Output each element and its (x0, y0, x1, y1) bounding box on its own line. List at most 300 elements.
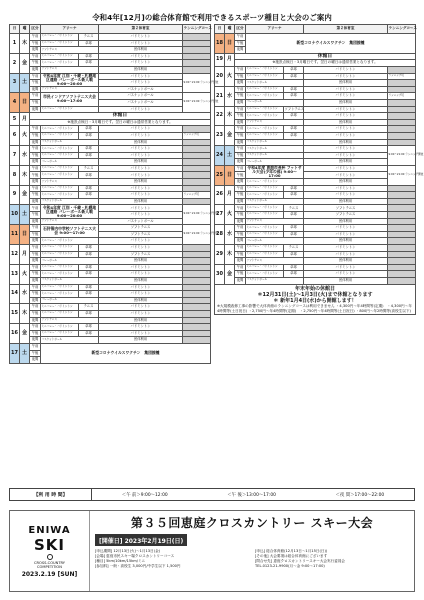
closed-day-cell: 休館日 (235, 53, 416, 60)
gym2-cell: ソフトテニス (304, 205, 388, 212)
arena-cell: バスケットボール (246, 277, 304, 284)
training-cell (183, 245, 211, 252)
gym2-cell: バスケットボール (99, 218, 183, 225)
table-row (10, 86, 211, 93)
arena-cell: バレーボール (246, 159, 304, 166)
slot-label: 午前 (30, 34, 41, 41)
slot-label: 午後 (30, 271, 41, 278)
day-of-week: 火 (20, 264, 30, 284)
arena-cell: ソフトテニス (41, 317, 99, 324)
header-dow: 曜 (225, 25, 235, 34)
arena-cell: バレーボール (246, 238, 304, 245)
table-row (215, 132, 416, 139)
day-of-week: 土 (225, 146, 235, 166)
gym2-cell: 団体利用 (304, 258, 388, 265)
day-number: 27 (215, 205, 225, 225)
table-row (10, 231, 211, 238)
training-cell: 9:00〜21:00 ランニング開放 (183, 225, 211, 245)
arena-cell: バスケットボール (246, 152, 304, 159)
event-cell: 新型コロナウイルスワクチン 集団接種 (246, 34, 416, 54)
table-row (10, 238, 211, 245)
table-row (215, 93, 416, 100)
training-cell (183, 330, 211, 337)
training-cell (388, 258, 416, 265)
logo-text: COMPETITION (37, 564, 62, 569)
slot-label: 午後 (30, 132, 41, 139)
table-row (10, 139, 211, 146)
gym2-cell: バドミントン (304, 231, 388, 238)
slot-label: 午後 (30, 310, 41, 317)
table-row (215, 165, 416, 172)
table-row (10, 119, 211, 126)
arena-cell: テニス (79, 165, 99, 172)
table-row (10, 198, 211, 205)
table-row (10, 93, 211, 100)
day-of-week: 火 (20, 126, 30, 146)
training-cell (388, 198, 416, 205)
gym2-cell: バドミントン (304, 146, 388, 153)
note-line: ・2,750円〜年4時間等(定期) ・2,750円〜年4時間等(土日祝日) (248, 308, 355, 313)
training-cell (388, 126, 416, 133)
training-cell (183, 324, 211, 331)
day-of-week: 土 (20, 205, 30, 225)
gym2-cell: バドミントン (304, 185, 388, 192)
gym2-cell: バドミントン (304, 86, 388, 93)
table-row (215, 231, 416, 238)
arena-cell: バレーボール (246, 99, 304, 106)
header-gym2: 第２体育室 (99, 25, 183, 34)
slot-label: 夜間 (235, 218, 246, 225)
slot-label: 午前 (30, 185, 41, 192)
event-cell: 市民インドアソフトテニス大会 9:00〜17:00 (41, 93, 99, 106)
arena-cell: 卓球 (284, 86, 304, 93)
arena-cell: 卓球 (79, 251, 99, 258)
gym2-cell: バドミントン (99, 271, 183, 278)
day-of-week: 日 (20, 225, 30, 245)
training-cell (388, 212, 416, 219)
arena-cell: ミニバレー・バドミントン (41, 330, 79, 337)
header-dow: 曜 (20, 25, 30, 34)
gym2-cell: 団体利用 (304, 238, 388, 245)
slot-label: 午後 (30, 212, 41, 219)
closed-note: ※施設点検日・3月曜日です。翌日の曜日は通常営業となります。 (30, 119, 211, 126)
slot-label: 夜間 (30, 258, 41, 265)
table-row (10, 172, 211, 179)
slot-label: 午前 (235, 146, 246, 153)
table-row (215, 152, 416, 159)
detail-line: TEL.0123-21-9900(月〜金 9:00〜17:00) (255, 564, 325, 569)
training-cell (388, 218, 416, 225)
slot-label: 午後 (235, 212, 246, 219)
arena-cell: 卓球 (79, 146, 99, 153)
training-cell (183, 251, 211, 258)
slot-label: 午後 (235, 40, 246, 47)
slot-label: 夜間 (30, 317, 41, 324)
header-gym2: 第２体育室 (304, 25, 388, 34)
arena-cell: ミニバレー・バドミントン (41, 165, 79, 172)
arena-cell: 卓球 (79, 324, 99, 331)
slot-label: 午後 (235, 172, 246, 179)
banner-date: [開催日] 2023年2月19日(日) (95, 534, 187, 546)
arena-cell: 卓球 (79, 152, 99, 159)
slot-label: 午後 (30, 152, 41, 159)
arena-cell: 卓球 (79, 271, 99, 278)
arena-cell: テニス (284, 245, 304, 252)
day-of-week: 月 (225, 185, 235, 205)
day-of-week: 木 (225, 245, 235, 265)
arena-cell: バスケットボール (246, 139, 304, 146)
day-number: 17 (10, 343, 20, 363)
table-row (215, 277, 416, 284)
training-cell (388, 251, 416, 258)
arena-cell: ソフトテニス (41, 47, 99, 54)
day-number: 19 (215, 53, 225, 66)
slot-label: 午前 (235, 205, 246, 212)
table-row (10, 330, 211, 337)
arena-cell: テニス (79, 304, 99, 311)
training-cell (183, 310, 211, 317)
arena-cell: ミニバレー・バドミントン (41, 34, 79, 41)
training-cell (388, 119, 416, 126)
table-row (215, 245, 416, 252)
gym2-cell: バドミントン (304, 73, 388, 80)
arena-cell: ミニバレー・バドミントン (246, 264, 284, 271)
header-training: ランニングコース (183, 25, 211, 34)
gym2-cell: 団体利用 (99, 258, 183, 265)
gym2-cell: ソフトテニス (99, 225, 183, 232)
table-row (215, 185, 416, 192)
arena-cell: バスケットボール (246, 198, 304, 205)
gym2-cell: バドミントン (99, 238, 183, 245)
slot-label: 夜間 (30, 159, 41, 166)
table-row (215, 106, 416, 113)
training-cell (183, 277, 211, 284)
training-cell: 9:00〜21:00 ランニング開放 (388, 146, 416, 166)
arena-cell: ミニバレー・バドミントン (246, 73, 284, 80)
gym2-cell: 団体利用 (99, 179, 183, 186)
detail-line: [その他] 大会要項は総合体育館にございます (255, 554, 328, 559)
training-cell: 9:00〜21:00 ランニング開放 (183, 73, 211, 93)
table-row (10, 126, 211, 133)
gym2-cell: 団体利用 (99, 66, 183, 73)
training-cell (183, 185, 211, 192)
banner-details-right (255, 549, 409, 569)
gym2-cell: バドミントン (99, 284, 183, 291)
day-of-week: 水 (20, 146, 30, 166)
gym2-cell: 団体利用 (99, 317, 183, 324)
slot-label: 午前 (235, 225, 246, 232)
detail-line: [種目] 5km/10km/15km/ミニ (95, 559, 146, 564)
table-row (10, 317, 211, 324)
table-row (215, 264, 416, 271)
table-row (215, 99, 416, 106)
arena-cell: ミニバレー・バドミントン (246, 245, 284, 252)
slot-label: 午前 (30, 284, 41, 291)
table-row (215, 218, 416, 225)
training-cell (183, 198, 211, 205)
slot-label: 午後 (30, 99, 41, 106)
gym2-cell: 団体利用 (304, 119, 388, 126)
table-row (215, 66, 416, 73)
training-cell (183, 40, 211, 47)
gym2-cell: バドミントン (304, 165, 388, 172)
arena-cell: ミニバレー・バドミントン (41, 146, 79, 153)
slot-label: 午前 (235, 126, 246, 133)
gym2-cell: バドミントン (304, 245, 388, 252)
note-line: ・4,300円〜年4時間等(定期) ・4,300円〜年4時間等(土日祝日) (217, 304, 412, 313)
training-cell (183, 284, 211, 291)
day-of-week: 水 (20, 284, 30, 304)
training-cell (388, 264, 416, 271)
arena-cell: 卓球 (284, 231, 304, 238)
table-row (215, 205, 416, 212)
day-number: 18 (215, 34, 225, 54)
arena-cell: 卓球 (79, 291, 99, 298)
arena-cell: バスケットボール (41, 139, 99, 146)
arena-cell: ミニバレー・バドミントン (41, 126, 79, 133)
banner-details-left (95, 549, 249, 569)
slot-label: 夜間 (235, 179, 246, 186)
training-cell (183, 172, 211, 179)
hours-morning: ＜午 前＞9:00〜12:00 (121, 492, 168, 498)
arena-cell: ソフトテニス (41, 218, 99, 225)
slot-label: 夜間 (235, 99, 246, 106)
table-row (10, 258, 211, 265)
gym2-cell: バドミントン (304, 251, 388, 258)
table-row (10, 271, 211, 278)
year-end-resume: ＊ 新年1月4日(水)から開館します！ (273, 298, 357, 305)
gym2-cell: バドミントン (99, 172, 183, 179)
training-cell (183, 271, 211, 278)
training-cell (388, 277, 416, 284)
training-cell (388, 80, 416, 87)
day-of-week: 金 (20, 185, 30, 205)
note-line: ・800円〜年2時間等(高校生以下) (355, 308, 411, 313)
table-row (215, 34, 416, 41)
gym2-cell: 団体利用 (304, 277, 388, 284)
training-cell (183, 165, 211, 172)
table-row (10, 192, 211, 199)
slot-label: 午後 (30, 330, 41, 337)
day-of-week: 月 (20, 245, 30, 265)
arena-cell: バレーボール (41, 159, 99, 166)
training-cell (183, 291, 211, 298)
day-of-week: 金 (20, 53, 30, 73)
arena-cell: バスケットボール (246, 146, 304, 153)
slot-label: 夜間 (235, 258, 246, 265)
arena-cell: 卓球 (284, 126, 304, 133)
slot-label: 午前 (30, 245, 41, 252)
arena-cell: ミニバレー・バドミントン (41, 53, 79, 60)
slot-label: 午後 (235, 231, 246, 238)
table-row (215, 139, 416, 146)
training-cell (388, 185, 416, 192)
gym2-cell: バドミントン (99, 80, 183, 87)
day-of-week: 木 (20, 304, 30, 324)
day-of-week: 日 (225, 165, 235, 185)
arena-cell: ミニバレー・バドミントン (41, 245, 79, 252)
slot-label: 夜間 (30, 106, 41, 113)
day-number: 2 (10, 53, 20, 73)
arena-cell: ソフトテニス (246, 218, 304, 225)
gym2-cell: 団体利用 (304, 139, 388, 146)
day-number: 29 (215, 245, 225, 265)
gym2-cell: 団体利用 (304, 80, 388, 87)
training-cell (183, 60, 211, 67)
detail-line: [申込期間] 12月13日(火)〜1月13日(金) (95, 549, 161, 553)
slot-label: 夜間 (30, 218, 41, 225)
slot-label: 夜間 (235, 139, 246, 146)
table-row (10, 185, 211, 192)
slot-label: 午前 (235, 34, 246, 41)
day-of-week: 水 (225, 225, 235, 245)
gym2-cell: バドミントン (99, 212, 183, 219)
arena-cell: 卓球 (79, 264, 99, 271)
table-row (215, 73, 416, 80)
training-cell (183, 179, 211, 186)
arena-cell: 卓球 (284, 66, 304, 73)
ski-event-banner (9, 510, 415, 592)
training-cell (183, 304, 211, 311)
event-cell: 令和4年度 江別・千歳・札幌地区連絡 バレーボール新人戦 9:00〜20:00 (41, 205, 99, 218)
table-row (215, 126, 416, 133)
slot-label: 午前 (235, 245, 246, 252)
day-number: 7 (10, 146, 20, 166)
table-row (215, 113, 416, 120)
training-cell (183, 317, 211, 324)
event-logo (10, 511, 90, 591)
table-row (215, 86, 416, 93)
logo-text: CROSS-COUNTRY (33, 560, 65, 565)
table-row (10, 264, 211, 271)
gym2-cell: バドミントン (99, 304, 183, 311)
gym2-cell: バスケットボール (99, 99, 183, 106)
day-of-week: 日 (225, 34, 235, 54)
slot-label: 夜間 (30, 179, 41, 186)
training-cell (388, 99, 416, 106)
table-row (215, 258, 416, 265)
table-row (215, 60, 416, 67)
training-cell (388, 238, 416, 245)
slot-label: 午前 (30, 205, 41, 212)
table-row (10, 132, 211, 139)
arena-cell: 卓球 (79, 185, 99, 192)
day-number: 26 (215, 185, 225, 205)
gym2-cell: バドミントン (99, 132, 183, 139)
arena-cell: 卓球 (284, 271, 304, 278)
training-cell (388, 225, 416, 232)
table-row (10, 284, 211, 291)
training-cell: 9:00〜21:00 ランニング開放 (183, 205, 211, 225)
arena-cell: ソフトテニス (246, 258, 304, 265)
gym2-cell: 団体利用 (304, 159, 388, 166)
arena-cell: ミニバレー・バドミントン (246, 126, 284, 133)
arena-cell: 卓球 (284, 225, 304, 232)
gym2-cell: バドミントン (304, 172, 388, 179)
slot-label: 午前 (235, 185, 246, 192)
day-of-week: 火 (225, 66, 235, 86)
gym2-cell: バドミントン (99, 53, 183, 60)
closed-note: ※施設点検日・3月曜日です。翌日の曜日は通常営業となります。 (235, 60, 416, 67)
closed-day-cell: 休館日 (30, 113, 211, 120)
table-row (10, 80, 211, 87)
table-row (215, 119, 416, 126)
slot-label: 午前 (30, 304, 41, 311)
day-number: 6 (10, 126, 20, 146)
arena-cell: バレーボール (41, 297, 99, 304)
gym2-cell: バドミントン (304, 192, 388, 199)
table-row (215, 192, 416, 199)
day-number: 20 (215, 66, 225, 86)
slot-label: 午前 (30, 126, 41, 133)
arena-cell: テニス (284, 205, 304, 212)
gym2-cell: バドミントン (304, 271, 388, 278)
table-row (215, 80, 416, 87)
slot-label: 夜間 (235, 238, 246, 245)
day-number: 4 (10, 93, 20, 113)
arena-cell: ミニバレー・バドミントン (41, 271, 79, 278)
gym2-cell: バドミントン (99, 245, 183, 252)
arena-cell: ミニバレー・バドミントン (41, 291, 79, 298)
page-title: 令和4年[12月]の総合体育館で利用できるスポーツ種目と大会のご案内 (92, 13, 332, 22)
table-row (10, 60, 211, 67)
gym2-cell: 団体利用 (99, 47, 183, 54)
table-row (10, 310, 211, 317)
slot-label: 午後 (30, 80, 41, 87)
slot-label: 夜間 (235, 277, 246, 284)
day-of-week: 日 (20, 93, 30, 113)
arena-cell: 卓球 (284, 251, 304, 258)
gym2-cell: バドミントン (99, 185, 183, 192)
table-row (215, 146, 416, 153)
day-number: 22 (215, 106, 225, 126)
training-cell (388, 113, 416, 120)
table-row (215, 251, 416, 258)
logo-text: ENIWA (28, 524, 71, 536)
arena-cell: ソフトテニス (284, 106, 304, 113)
slot-label: 夜間 (235, 198, 246, 205)
arena-cell: ミニバレー・バドミントン (41, 40, 79, 47)
logo-text: SKI (33, 535, 65, 554)
day-number: 23 (215, 126, 225, 146)
slot-label: 午前 (235, 66, 246, 73)
arena-cell: ミニバレー・バドミントン (246, 113, 284, 120)
detail-line: [参加料] 一般・高校生 3,000円/中学生以下 1,500円 (95, 564, 181, 569)
day-of-week: 金 (20, 324, 30, 344)
table-row (10, 34, 211, 41)
training-cell (388, 106, 416, 113)
training-cell: ランニング可 (388, 93, 416, 100)
training-cell (183, 159, 211, 166)
slot-label: 夜間 (30, 66, 41, 73)
table-row (10, 225, 211, 232)
arena-cell: バスケットボール (41, 337, 99, 344)
training-cell (388, 271, 416, 278)
slot-label: 夜間 (235, 119, 246, 126)
arena-cell: テニス (79, 34, 99, 41)
day-number: 15 (10, 304, 20, 324)
arena-cell: 卓球 (284, 93, 304, 100)
slot-label: 午前 (30, 93, 41, 100)
table-row (10, 304, 211, 311)
table-row (215, 179, 416, 186)
table-row (10, 218, 211, 225)
table-row (10, 291, 211, 298)
gym2-cell: バスケットボール (99, 86, 183, 93)
arena-cell: ソフトテニス (41, 179, 99, 186)
slot-label: 午前 (235, 165, 246, 172)
slot-label: 夜間 (235, 80, 246, 87)
